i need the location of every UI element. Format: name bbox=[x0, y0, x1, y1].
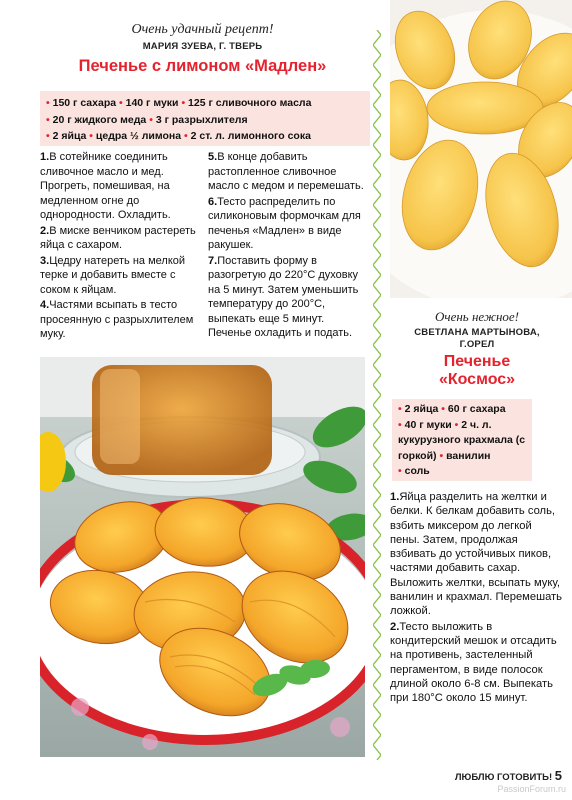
recipe-step: 6.Тесто распределить по силиконовым формочкам для печенья «Мадлен» в виде ракушек. bbox=[208, 195, 361, 251]
ingredient: соль bbox=[404, 465, 430, 477]
recipe-step: 2.В миске венчиком растереть яйца с сахаром. bbox=[40, 224, 196, 251]
recipe-step: 4.Частями всыпать в тесто просеянную с разрыхлителем муку. bbox=[40, 299, 194, 340]
magazine-name: ЛЮБЛЮ ГОТОВИТЬ! bbox=[454, 772, 553, 783]
ingredients-row: • 2 яйца • цедра ½ лимона • 2 ст. л. лимонного сока bbox=[46, 130, 311, 142]
recipe-step: 1.В сотейнике соединить сливочное масло и мед. Прогреть, помешивая, на медленном огне до однородности. Охладить. bbox=[40, 151, 171, 221]
recipe1-title: Печенье с лимоном «Мадлен» bbox=[78, 57, 327, 75]
recipe2-title-name: «Космос» bbox=[438, 371, 516, 388]
ingredient: 2 ч. л. кукурузного крахмала (с горкой) bbox=[398, 418, 526, 462]
decorative-divider bbox=[373, 30, 381, 760]
recipe1-steps-col1 bbox=[40, 150, 203, 343]
recipe-step: 2.Тесто выложить в кондитерский мешок и отсадить на противень, застеленный пергаментом, в виде полосок длиной около 6-8 см. Выпекать при 180°С около 15 минут. bbox=[390, 620, 557, 705]
recipe1-heading: Очень удачный рецепт! bbox=[131, 22, 274, 37]
recipe2-author: СВЕТЛАНА МАРТЫНОВА, bbox=[414, 327, 540, 338]
ingredient: 60 г сахара bbox=[447, 403, 506, 415]
ingredient: 2 ст. л. лимонного сока bbox=[190, 130, 311, 142]
ingredient: 2 яйца bbox=[52, 130, 87, 142]
ingredient: ванилин bbox=[446, 449, 491, 462]
recipe-step: 5.В конце добавить растопленное сливочное масло с медом и перемешать. bbox=[208, 151, 364, 192]
madeleine-photo bbox=[40, 357, 365, 757]
recipe1-ingredients bbox=[40, 91, 370, 146]
ingredient: 20 г жидкого меда bbox=[52, 113, 147, 126]
ingredients-row: • 150 г сахара • 140 г муки • 125 г сливочного масла bbox=[46, 97, 312, 109]
recipe2-steps bbox=[390, 490, 562, 706]
ingredient: 2 яйца bbox=[404, 403, 439, 415]
recipe1-steps-col2 bbox=[208, 150, 370, 342]
watermark: PassionForum.ru bbox=[497, 784, 566, 794]
ingredient: 3 г разрыхлителя bbox=[155, 113, 248, 126]
ingredient: 125 г сливочного масла bbox=[188, 97, 312, 109]
recipe-step: 1.Яйца разделить на желтки и белки. К белкам добавить соль, взбить миксером до легкой пены. Затем, продолжая взбивать до устойчивых пиков, частями добавить сахар. Выложить желтки, всыпать муку, ванилин и крахмал. Перемешать ложкой. bbox=[390, 491, 563, 618]
kosmos-cookies-photo bbox=[390, 0, 572, 298]
page-number: 5 bbox=[554, 768, 562, 783]
ingredients-row: • 20 г жидкого меда • 3 г разрыхлителя bbox=[46, 113, 248, 126]
ingredient: 150 г сахара bbox=[52, 97, 117, 109]
ingredient: 40 г муки bbox=[404, 418, 452, 431]
page-footer bbox=[410, 768, 562, 783]
recipe-step: 7.Поставить форму в разогретую до 220°С духовку на 5 минут. Затем уменьшить температуру до 200°С, выпекать еще 5 минут. Печенье охладить и подать. bbox=[208, 254, 359, 339]
recipe-step: 3.Цедру натереть на мелкой терке и добавить вместе с соком к яйцам. bbox=[40, 254, 186, 296]
ingredient: 140 г муки bbox=[125, 97, 179, 109]
recipe2-heading: Очень нежное! bbox=[434, 309, 519, 324]
recipe2-ingredients: • 2 яйца • 60 г сахара • 40 г муки • 2 ч. л. кукурузного крахмала (с горкой) • ванилин • соль bbox=[392, 399, 532, 481]
recipe2-author-city: Г.ОРЕЛ bbox=[459, 339, 495, 350]
recipe1-author: МАРИЯ ЗУЕВА, Г. ТВЕРЬ bbox=[142, 41, 263, 52]
recipe2-title: Печенье bbox=[443, 353, 511, 370]
ingredient: цедра ½ лимона bbox=[95, 130, 182, 142]
